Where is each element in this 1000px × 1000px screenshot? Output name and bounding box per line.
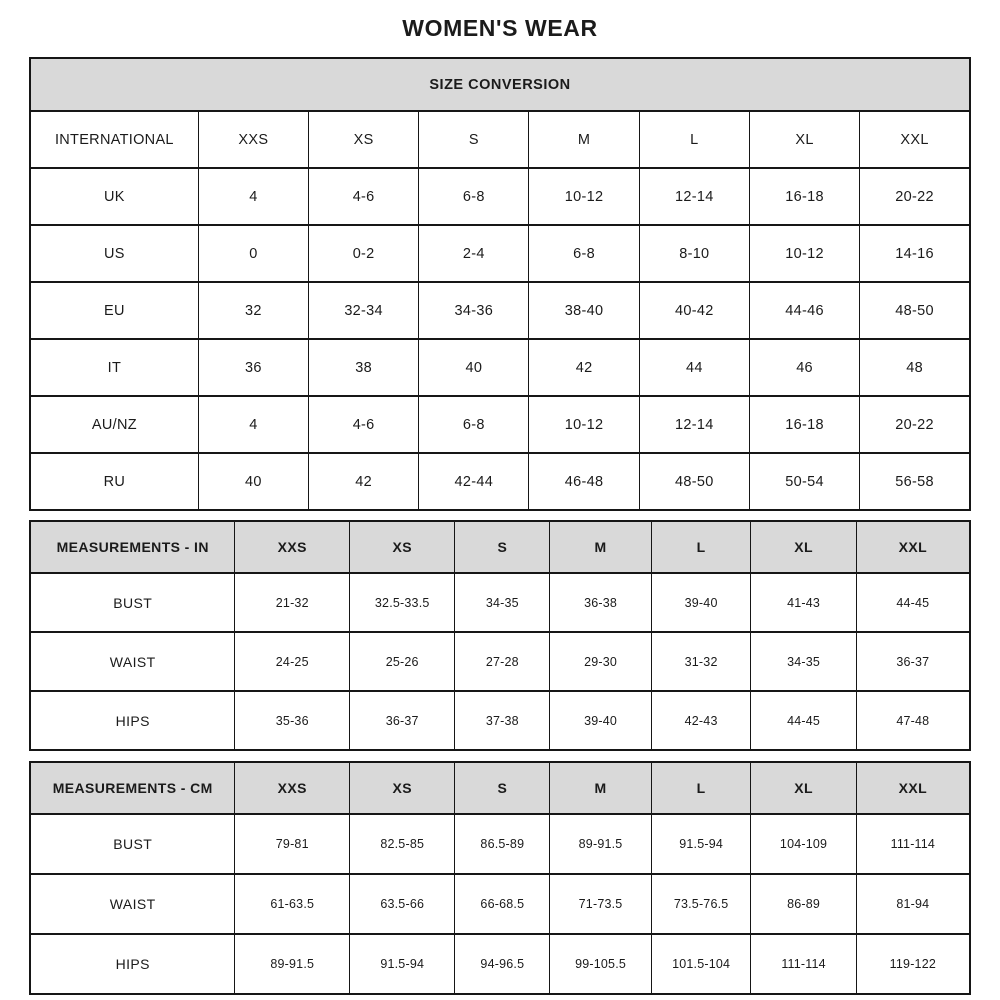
measurements-cm-header-xl: XL <box>751 762 856 814</box>
measurements-in-row-bust <box>30 573 970 632</box>
size-conversion-cell-us-s: 2-4 <box>419 225 529 282</box>
size-conversion-cell-au-nz-l: 12-14 <box>639 396 749 453</box>
measurements-cm-header-s: S <box>455 762 550 814</box>
size-conversion-cell-ru-xs: 42 <box>309 453 419 510</box>
measurements-cm-header-row <box>30 762 970 814</box>
measurements-cm-cell-hips-xxl: 119-122 <box>856 934 970 994</box>
measurements-in-cell-bust-xs: 32.5-33.5 <box>350 573 455 632</box>
size-conversion-cell-eu-s: 34-36 <box>419 282 529 339</box>
measurements-in-row-label-waist: WAIST <box>30 632 235 691</box>
measurements-in-cell-bust-xxs: 21-32 <box>235 573 350 632</box>
measurements-cm-cell-hips-xs: 91.5-94 <box>350 934 455 994</box>
size-conversion-header-l: L <box>639 111 749 168</box>
size-conversion-cell-it-l: 44 <box>639 339 749 396</box>
size-conversion-header-m: M <box>529 111 639 168</box>
measurements-in-cell-hips-xxs: 35-36 <box>235 691 350 750</box>
measurements-in-header-m: M <box>550 521 652 573</box>
size-conversion-header-international: INTERNATIONAL <box>30 111 198 168</box>
size-conversion-cell-us-l: 8-10 <box>639 225 749 282</box>
size-conversion-row-it <box>30 339 970 396</box>
measurements-cm-row-waist <box>30 874 970 934</box>
size-conversion-cell-ru-xxs: 40 <box>198 453 308 510</box>
measurements-cm-cell-bust-m: 89-91.5 <box>550 814 652 874</box>
size-conversion-cell-us-m: 6-8 <box>529 225 639 282</box>
measurements-cm-header-l: L <box>651 762 751 814</box>
measurements-cm-cell-waist-s: 66-68.5 <box>455 874 550 934</box>
size-conversion-cell-us-xxl: 14-16 <box>860 225 970 282</box>
size-conversion-cell-uk-xxl: 20-22 <box>860 168 970 225</box>
measurements-in-cell-bust-l: 39-40 <box>651 573 751 632</box>
measurements-in-cell-hips-xl: 44-45 <box>751 691 856 750</box>
measurements-in-cell-bust-s: 34-35 <box>455 573 550 632</box>
measurements-in-cell-bust-xxl: 44-45 <box>856 573 970 632</box>
size-conversion-cell-ru-xl: 50-54 <box>749 453 859 510</box>
size-conversion-header-xs: XS <box>309 111 419 168</box>
size-conversion-header-s: S <box>419 111 529 168</box>
size-conversion-row-ru <box>30 453 970 510</box>
measurements-cm-cell-bust-xxs: 79-81 <box>235 814 350 874</box>
measurements-cm-header-xs: XS <box>350 762 455 814</box>
size-conversion-cell-it-m: 42 <box>529 339 639 396</box>
measurements-cm-row-label-waist: WAIST <box>30 874 235 934</box>
measurements-cm-cell-waist-m: 71-73.5 <box>550 874 652 934</box>
measurements-in-cell-waist-xxs: 24-25 <box>235 632 350 691</box>
size-conversion-cell-au-nz-xxs: 4 <box>198 396 308 453</box>
size-conversion-row-label-au-nz: AU/NZ <box>30 396 198 453</box>
size-conversion-row-label-us: US <box>30 225 198 282</box>
measurements-in-cell-waist-m: 29-30 <box>550 632 652 691</box>
size-conversion-cell-au-nz-xxl: 20-22 <box>860 396 970 453</box>
size-conversion-table <box>29 57 971 511</box>
measurements-in-cell-bust-m: 36-38 <box>550 573 652 632</box>
size-conversion-row-eu <box>30 282 970 339</box>
measurements-cm-cell-waist-l: 73.5-76.5 <box>651 874 751 934</box>
size-conversion-cell-eu-m: 38-40 <box>529 282 639 339</box>
measurements-in-cell-waist-xs: 25-26 <box>350 632 455 691</box>
size-conversion-cell-it-xl: 46 <box>749 339 859 396</box>
measurements-in-header-measurements-in: MEASUREMENTS - IN <box>30 521 235 573</box>
size-conversion-cell-us-xl: 10-12 <box>749 225 859 282</box>
measurements-cm-header-xxs: XXS <box>235 762 350 814</box>
size-conversion-cell-it-xs: 38 <box>309 339 419 396</box>
size-conversion-cell-au-nz-xs: 4-6 <box>309 396 419 453</box>
measurements-in-cell-bust-xl: 41-43 <box>751 573 856 632</box>
size-conversion-cell-uk-xxs: 4 <box>198 168 308 225</box>
size-conversion-cell-au-nz-xl: 16-18 <box>749 396 859 453</box>
size-conversion-cell-eu-xs: 32-34 <box>309 282 419 339</box>
size-conversion-cell-au-nz-m: 10-12 <box>529 396 639 453</box>
size-conversion-cell-ru-m: 46-48 <box>529 453 639 510</box>
measurements-in-cell-waist-xl: 34-35 <box>751 632 856 691</box>
measurements-cm-header-xxl: XXL <box>856 762 970 814</box>
measurements-cm-row-hips <box>30 934 970 994</box>
size-conversion-cell-it-s: 40 <box>419 339 529 396</box>
measurements-cm-body <box>30 814 970 994</box>
size-conversion-row-us <box>30 225 970 282</box>
size-conversion-row-label-uk: UK <box>30 168 198 225</box>
measurements-cm-cell-bust-xs: 82.5-85 <box>350 814 455 874</box>
measurements-cm-cell-waist-xl: 86-89 <box>751 874 856 934</box>
measurements-cm-cell-waist-xxs: 61-63.5 <box>235 874 350 934</box>
measurements-in-cell-hips-m: 39-40 <box>550 691 652 750</box>
measurements-in-header-xxl: XXL <box>856 521 970 573</box>
measurements-cm-header-m: M <box>550 762 652 814</box>
measurements-in-header-s: S <box>455 521 550 573</box>
size-conversion-cell-au-nz-s: 6-8 <box>419 396 529 453</box>
size-conversion-cell-eu-xl: 44-46 <box>749 282 859 339</box>
size-conversion-cell-us-xs: 0-2 <box>309 225 419 282</box>
measurements-cm-row-label-bust: BUST <box>30 814 235 874</box>
size-conversion-row-au-nz <box>30 396 970 453</box>
measurements-cm-row-label-hips: HIPS <box>30 934 235 994</box>
size-conversion-body <box>30 168 970 510</box>
measurements-in-row-waist <box>30 632 970 691</box>
size-conversion-header-xxs: XXS <box>198 111 308 168</box>
measurements-in-cell-waist-s: 27-28 <box>455 632 550 691</box>
measurements-in-cell-hips-s: 37-38 <box>455 691 550 750</box>
size-conversion-cell-uk-xl: 16-18 <box>749 168 859 225</box>
size-conversion-cell-uk-l: 12-14 <box>639 168 749 225</box>
measurements-in-body <box>30 573 970 750</box>
measurements-cm-cell-hips-s: 94-96.5 <box>455 934 550 994</box>
measurements-cm-table <box>29 761 971 995</box>
size-conversion-row-uk <box>30 168 970 225</box>
size-conversion-cell-eu-l: 40-42 <box>639 282 749 339</box>
size-conversion-cell-uk-s: 6-8 <box>419 168 529 225</box>
size-conversion-cell-uk-xs: 4-6 <box>309 168 419 225</box>
measurements-in-header-row <box>30 521 970 573</box>
size-conversion-cell-ru-s: 42-44 <box>419 453 529 510</box>
size-conversion-cell-it-xxl: 48 <box>860 339 970 396</box>
size-conversion-row-label-ru: RU <box>30 453 198 510</box>
measurements-cm-cell-hips-xxs: 89-91.5 <box>235 934 350 994</box>
measurements-in-row-label-hips: HIPS <box>30 691 235 750</box>
size-conversion-cell-ru-xxl: 56-58 <box>860 453 970 510</box>
size-conversion-row-label-it: IT <box>30 339 198 396</box>
size-conversion-cell-us-xxs: 0 <box>198 225 308 282</box>
size-conversion-header-row <box>30 111 970 168</box>
measurements-in-header-xs: XS <box>350 521 455 573</box>
page-title: WOMEN'S WEAR <box>402 15 598 41</box>
measurements-in-cell-hips-xs: 36-37 <box>350 691 455 750</box>
size-conversion-cell-eu-xxl: 48-50 <box>860 282 970 339</box>
size-conversion-header-xl: XL <box>749 111 859 168</box>
size-conversion-cell-it-xxs: 36 <box>198 339 308 396</box>
size-conversion-title: SIZE CONVERSION <box>30 58 970 111</box>
measurements-cm-cell-waist-xs: 63.5-66 <box>350 874 455 934</box>
measurements-in-cell-hips-xxl: 47-48 <box>856 691 970 750</box>
measurements-cm-cell-bust-s: 86.5-89 <box>455 814 550 874</box>
measurements-in-cell-waist-l: 31-32 <box>651 632 751 691</box>
measurements-in-header-xxs: XXS <box>235 521 350 573</box>
measurements-in-row-hips <box>30 691 970 750</box>
size-conversion-cell-eu-xxs: 32 <box>198 282 308 339</box>
size-conversion-cell-uk-m: 10-12 <box>529 168 639 225</box>
measurements-in-table <box>29 520 971 751</box>
measurements-cm-cell-bust-xl: 104-109 <box>751 814 856 874</box>
measurements-cm-row-bust <box>30 814 970 874</box>
measurements-cm-cell-hips-m: 99-105.5 <box>550 934 652 994</box>
measurements-cm-cell-hips-xl: 111-114 <box>751 934 856 994</box>
size-conversion-banner-row <box>30 58 970 111</box>
size-conversion-row-label-eu: EU <box>30 282 198 339</box>
measurements-cm-cell-bust-l: 91.5-94 <box>651 814 751 874</box>
measurements-in-cell-hips-l: 42-43 <box>651 691 751 750</box>
measurements-in-header-xl: XL <box>751 521 856 573</box>
measurements-in-cell-waist-xxl: 36-37 <box>856 632 970 691</box>
size-conversion-cell-ru-l: 48-50 <box>639 453 749 510</box>
size-conversion-header-xxl: XXL <box>860 111 970 168</box>
measurements-in-header-l: L <box>651 521 751 573</box>
measurements-cm-cell-waist-xxl: 81-94 <box>856 874 970 934</box>
measurements-cm-header-measurements-cm: MEASUREMENTS - CM <box>30 762 235 814</box>
measurements-in-row-label-bust: BUST <box>30 573 235 632</box>
measurements-cm-cell-hips-l: 101.5-104 <box>651 934 751 994</box>
measurements-cm-cell-bust-xxl: 111-114 <box>856 814 970 874</box>
